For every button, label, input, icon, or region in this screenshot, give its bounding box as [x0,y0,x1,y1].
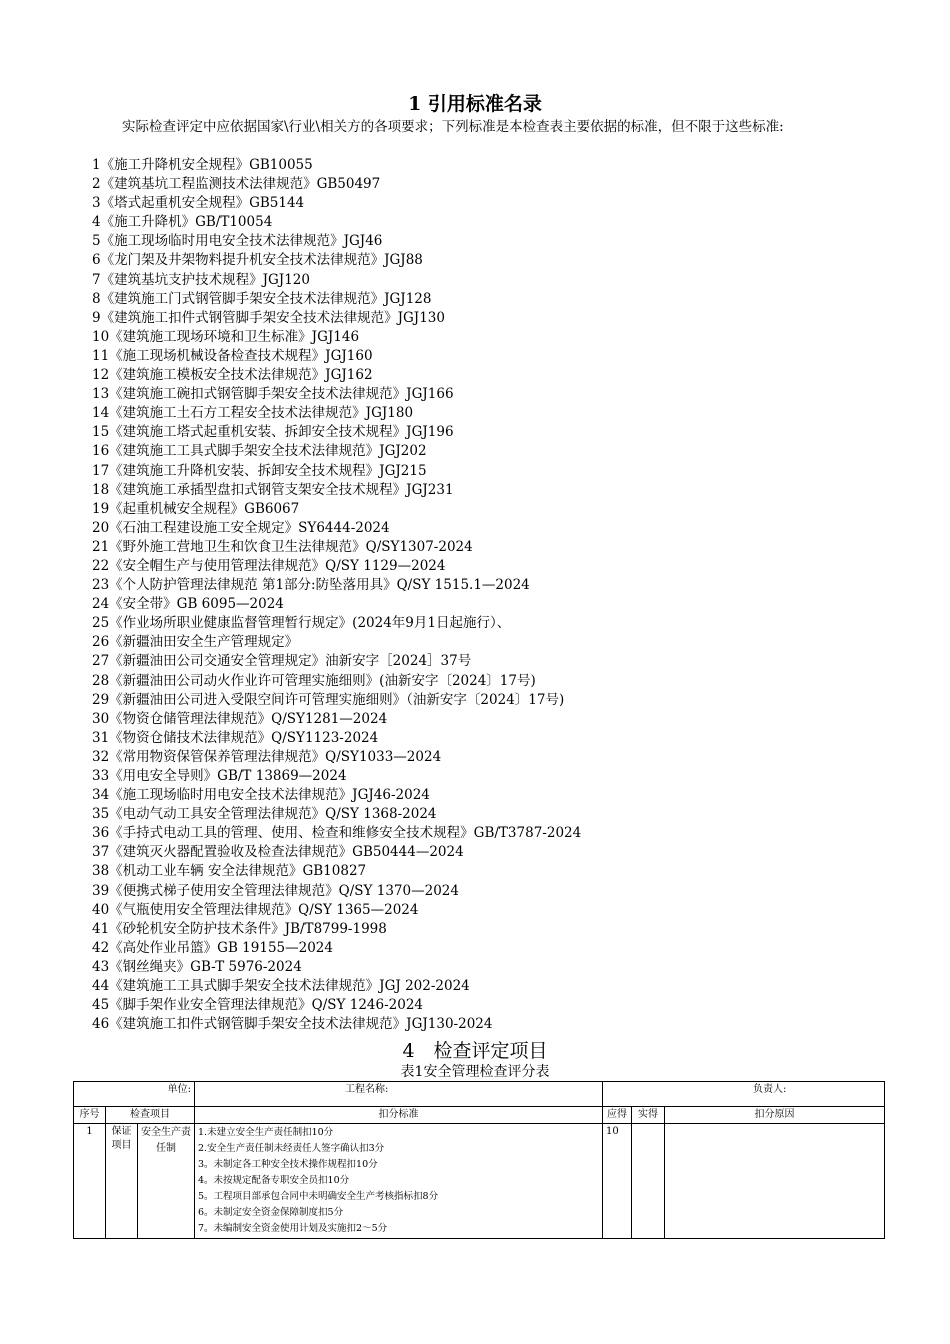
reference-item: 44《建筑施工工具式脚手架安全技术法律规范》JGJ 202-2024 [92,978,470,995]
reference-item: 6《龙门架及井架物料提升机安全技术法律规范》JGJ88 [92,252,423,269]
reference-item: 23《个人防护管理法律规范 第1部分:防坠落用具》Q/SY 1515.1—2024 [92,577,530,594]
reference-item: 29《新疆油田公司进入受限空间许可管理实施细则》（油新安字〔2024〕17号) [92,691,565,708]
reference-item: 2《建筑基坑工程监测技术法律规范》GB50497 [92,176,381,193]
table-header-row [74,1107,885,1124]
reference-item: 38《机动工业车辆 安全法律规范》GB10827 [92,863,367,880]
reference-item: 17《建筑施工升降机安装、拆卸安全技术规程》JGJ215 [92,462,427,479]
reference-item: 28《新疆油田公司动火作业许可管理实施细则》(油新安字〔2024〕17号) [92,672,536,689]
reference-item: 43《钢丝绳夹》GB-T 5976-2024 [92,958,302,975]
reference-item: 16《建筑施工工具式脚手架安全技术法律规范》JGJ202 [92,443,427,460]
reference-item: 7《建筑基坑支护技术规程》JGJ120 [92,271,310,288]
row-actual [632,1124,665,1239]
section-title-references: 1 引用标准名录 [408,93,542,115]
reference-item: 4《施工升降机》GB/T10054 [92,214,273,231]
header-actual: 实得 [632,1107,665,1124]
safety-management-score-table [73,1081,885,1239]
reference-item: 1《施工升降机安全规程》GB10055 [92,157,313,173]
reference-item: 33《用电安全导则》GB/T 13869—2024 [92,768,347,784]
deduction-item: 4。未按规定配备专职安全员扣10分 [198,1175,350,1186]
reference-item: 26《新疆油田安全生产管理规定》 [92,634,299,651]
deduction-item: 1.未建立安全生产责任制扣10分 [198,1127,334,1138]
reference-item: 31《物资仓储技术法律规范》Q/SY1123-2024 [92,729,379,746]
table-info-row [74,1082,885,1107]
header-deduction-standard: 扣分标准 [195,1107,603,1124]
header-due: 应得 [603,1107,632,1124]
intro-paragraph: 实际检查评定中应依据国家\行业\相关方的各项要求；下列标准是本检查表主要依据的标准，但不限于这些标准: [122,119,784,135]
table-row [74,1124,885,1239]
header-seq: 序号 [74,1107,106,1124]
reference-item: 9《建筑施工扣件式钢管脚手架安全技术法律规范》JGJ130 [92,309,445,326]
reference-item: 22《安全帽生产与使用管理法律规范》Q/SY 1129—2024 [92,557,446,574]
reference-item: 34《施工现场临时用电安全技术法律规范》JGJ46-2024 [92,787,430,804]
reference-item: 32《常用物资保管保养管理法律规范》Q/SY1033—2024 [92,748,442,765]
manager-label: 负责人: [603,1082,885,1107]
deduction-item: 2.安全生产责任制未经责任人签字确认扣3分 [198,1143,385,1154]
reference-item: 8《建筑施工门式钢管脚手架安全技术法律规范》JGJ128 [92,290,432,307]
deduction-item: 7。未编制安全资金使用计划及实施扣2～5分 [198,1223,388,1234]
reference-item: 11《施工现场机械设备检查技术规程》JGJ160 [92,347,373,364]
reference-item: 41《砂轮机安全防护技术条件》JB/T8799-1998 [92,920,387,937]
deduction-item: 3。未制定各工种安全技术操作规程扣10分 [198,1159,378,1170]
row-reason [665,1124,885,1239]
reference-list [92,156,892,1034]
reference-item: 40《气瓶使用安全管理法律规范》Q/SY 1365—2024 [92,901,419,918]
header-reason: 扣分原因 [665,1107,885,1124]
row-deductions [195,1124,603,1239]
reference-item: 13《建筑施工碗扣式钢管脚手架安全技术法律规范》JGJ166 [92,386,454,403]
reference-item: 46《建筑施工扣件式钢管脚手架安全技术法律规范》JGJ130-2024 [92,1016,493,1033]
reference-item: 24《安全带》GB 6095—2024 [92,596,284,613]
header-check-item: 检查项目 [106,1107,195,1124]
reference-item: 20《石油工程建设施工安全规定》SY6444-2024 [92,519,390,536]
reference-item: 15《建筑施工塔式起重机安装、拆卸安全技术规程》JGJ196 [92,424,454,441]
deduction-item: 6。未制定安全资金保障制度扣5分 [198,1207,344,1218]
reference-item: 21《野外施工营地卫生和饮食卫生法律规范》Q/SY1307-2024 [92,538,473,555]
section-title-inspection: 4 检查评定项目 [402,1040,548,1062]
deduction-item: 5。工程项目部承包合同中未明确安全生产考核指标扣8分 [198,1191,439,1202]
row-item: 安全生产责任制 [138,1124,195,1239]
reference-item: 35《电动气动工具安全管理法律规范》Q/SY 1368-2024 [92,806,437,823]
row-due: 10 [603,1124,632,1239]
table-caption: 表1安全管理检查评分表 [400,1064,550,1080]
reference-item: 36《手持式电动工具的管理、使用、检查和维修安全技术规程》GB/T3787-2024 [92,825,582,842]
reference-item: 18《建筑施工承插型盘扣式钢管支架安全技术规程》JGJ231 [92,481,454,498]
reference-item: 30《物资仓储管理法律规范》Q/SY1281—2024 [92,710,388,727]
reference-item: 37《建筑灭火器配置验收及检查法律规范》GB50444—2024 [92,844,464,861]
reference-item: 10《建筑施工现场环境和卫生标准》JGJ146 [92,328,360,345]
reference-item: 45《脚手架作业安全管理法律规范》Q/SY 1246-2024 [92,997,424,1014]
reference-item: 12《建筑施工模板安全技术法律规范》JGJ162 [92,367,373,384]
reference-item: 25《作业场所职业健康监督管理暂行规定》(2024年9月1日起施行）、 [92,615,511,632]
reference-item: 3《塔式起重机安全规程》GB5144 [92,195,305,212]
reference-item: 27《新疆油田公司交通安全管理规定》油新安字［2024］37号 [92,653,472,670]
row-seq: 1 [74,1124,106,1239]
reference-item: 5《施工现场临时用电安全技术法律规范》JGJ46 [92,233,383,250]
reference-item: 19《起重机械安全规程》GB6067 [92,500,300,517]
reference-item: 42《高处作业吊篮》GB 19155—2024 [92,939,333,956]
project-name-label: 工程名称: [195,1082,603,1107]
reference-item: 14《建筑施工土石方工程安全技术法律规范》JGJ180 [92,405,414,422]
unit-label: 单位: [74,1082,195,1107]
reference-item: 39《便携式梯子使用安全管理法律规范》Q/SY 1370—2024 [92,882,459,899]
row-category: 保证项目 [106,1124,138,1239]
